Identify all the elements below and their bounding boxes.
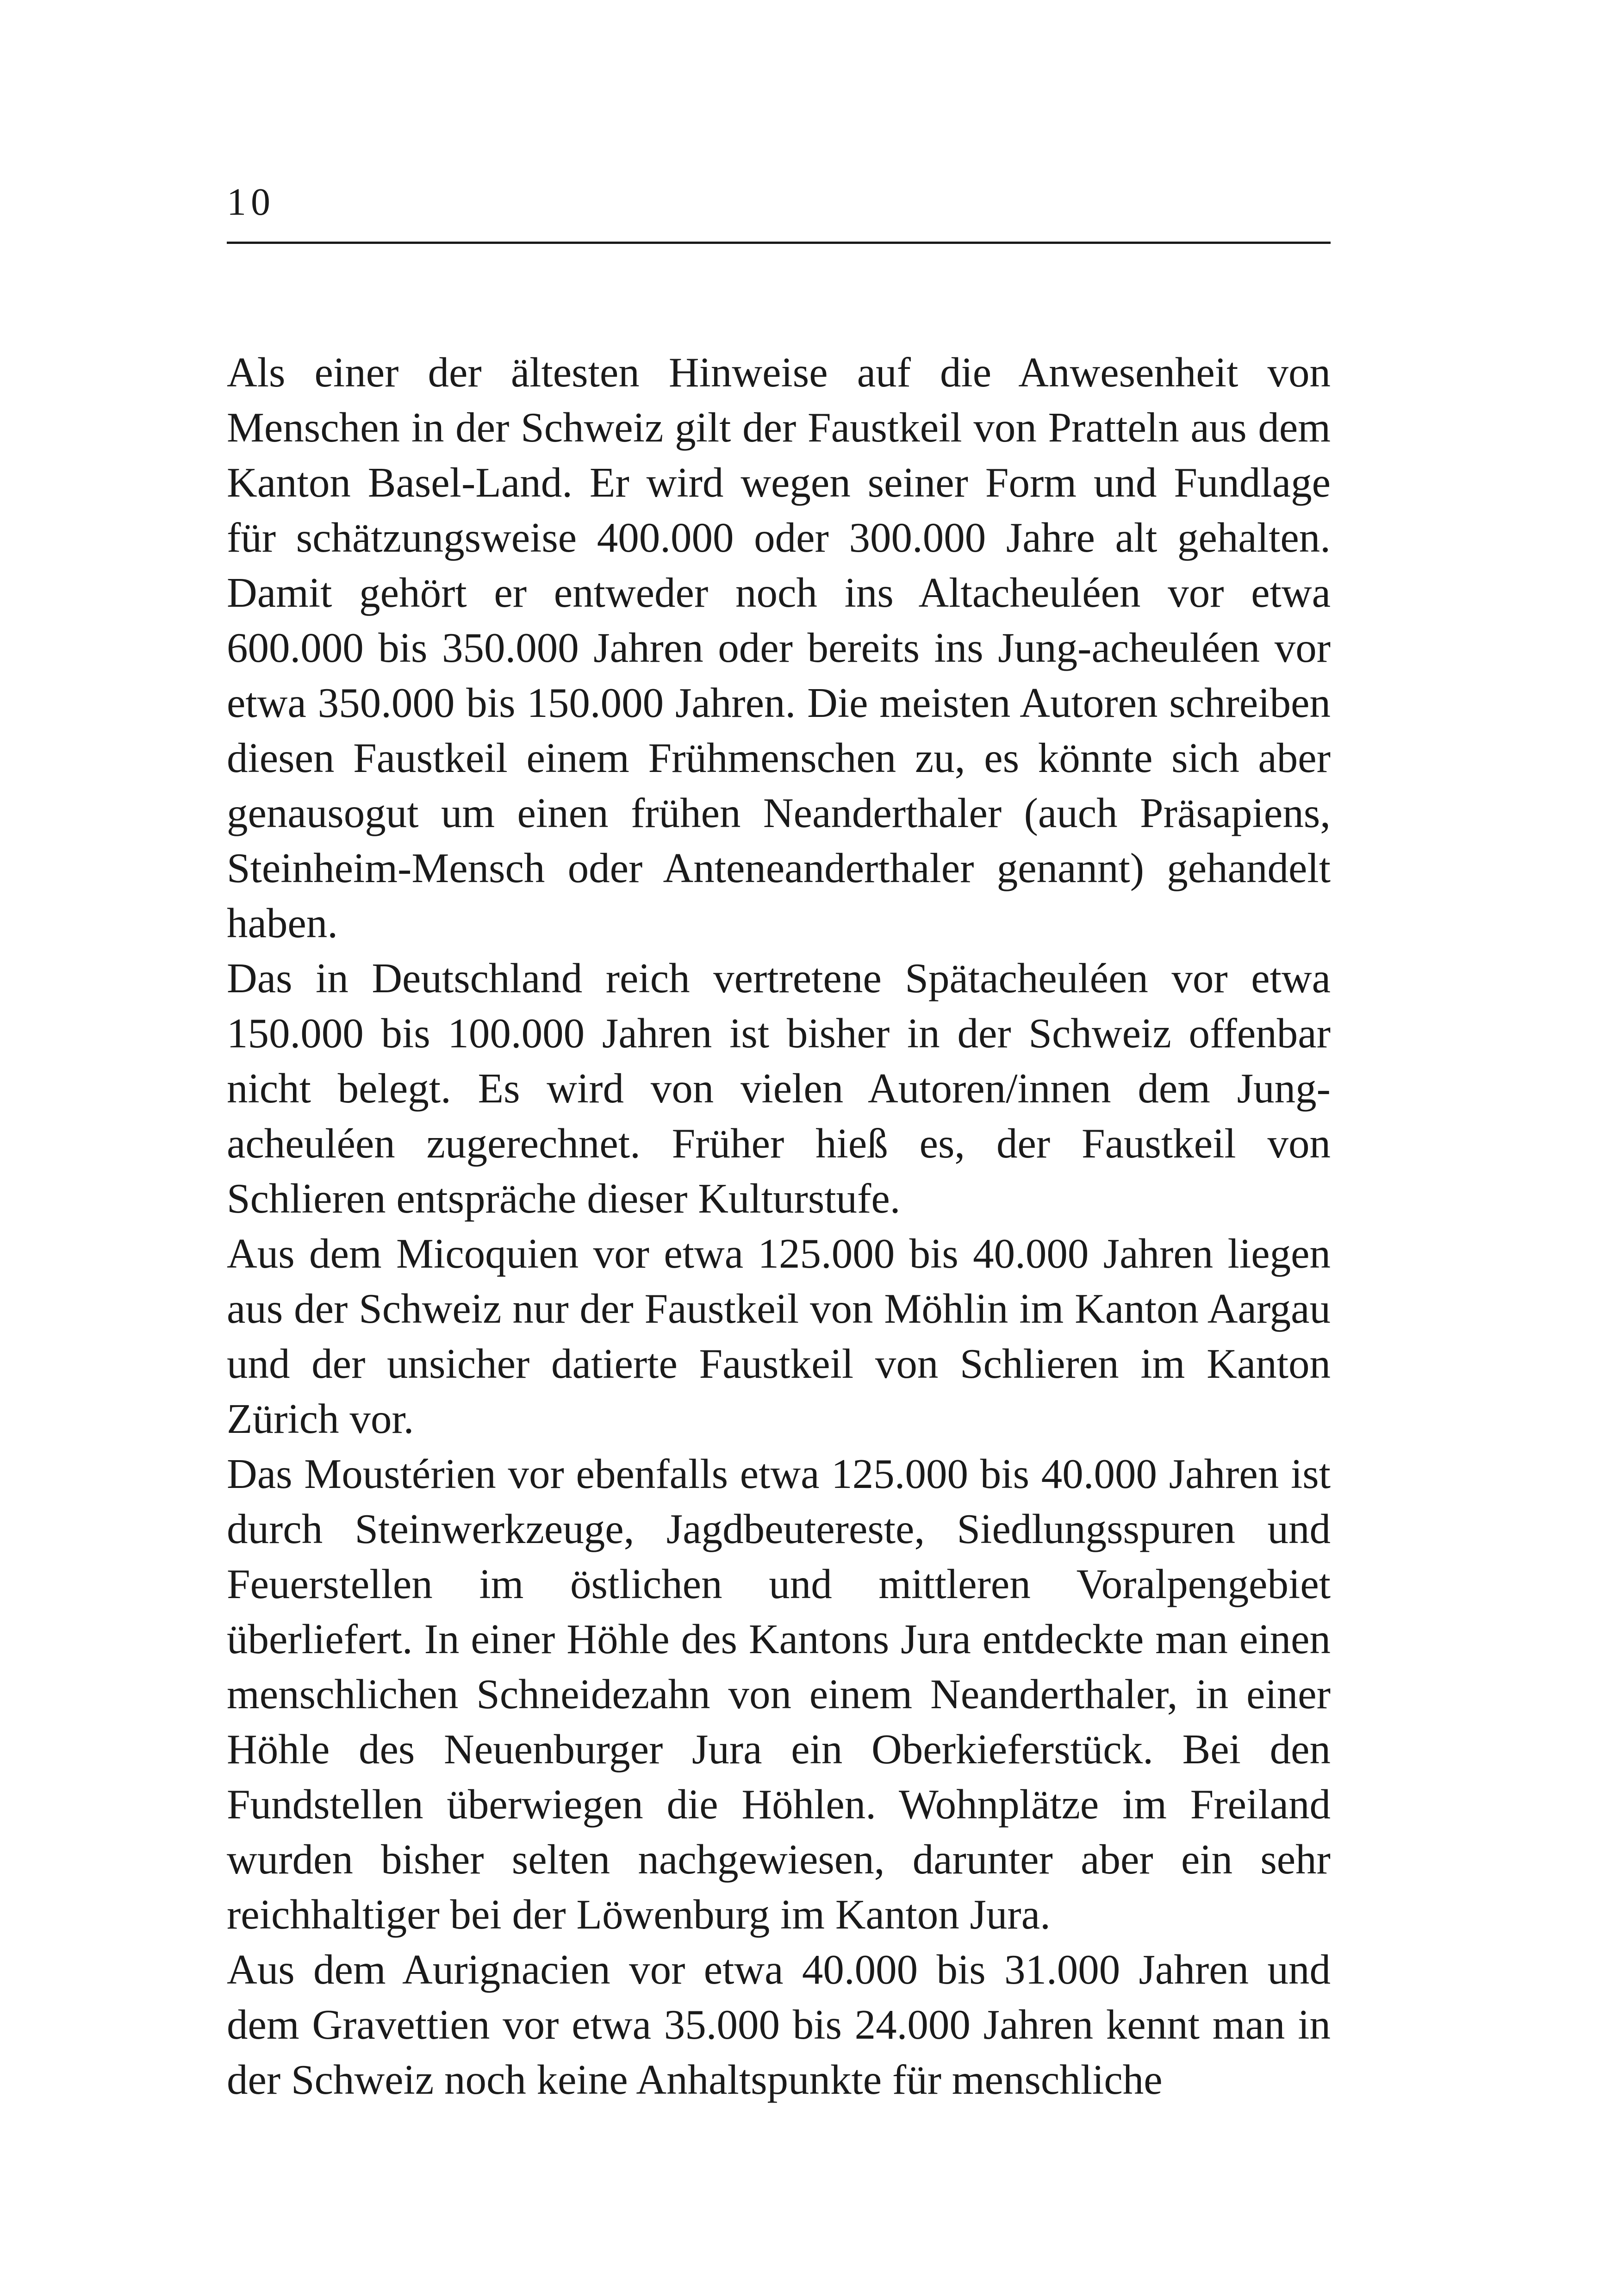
paragraph: Das in Deutschland reich vertretene Spätacheuléen vor etwa 150.000 bis 100.000 Jahren ist bisher in der Schweiz offenbar nicht belegt. Es wird von vielen Autoren/innen dem Jung-acheuléen zugerechnet. Früher hieß es, der Faustkeil von Schlieren entspräche dieser Kulturstufe. [227,955,1331,1222]
paragraph: Das Moustérien vor ebenfalls etwa 125.000 bis 40.000 Jahren ist durch Steinwerkzeuge, Jagdbeutereste, Siedlungsspuren und Feuerstellen im östlichen und mittleren Voralpengebiet überliefert. In einer Höhle des Kantons Jura entdeckte man einen menschlichen Schneidezahn von einem Neanderthaler, in einer Höhle des Neuenburger Jura ein Oberkieferstück. Bei den Fundstellen überwiegen die Höhlen. Wohnplätze im Freiland wurden bisher selten nachgewiesen, darunter aber ein sehr reichhaltiger bei der Löwenburg im Kanton Jura. [227,1450,1331,1938]
header-rule [227,242,1331,244]
paragraph: Als einer der ältesten Hinweise auf die Anwesenheit von Menschen in der Schweiz gilt der Faustkeil von Pratteln aus dem Kanton Basel-Land. Er wird wegen seiner Form und Fundlage für schätzungsweise 400.000 oder 300.000 Jahre alt gehalten. Damit gehört er entweder noch ins Altacheuléen vor etwa 600.000 bis 350.000 Jahren oder bereits ins Jung-acheuléen vor etwa 350.000 bis 150.000 Jahren. Die meisten Autoren schreiben diesen Faustkeil einem Frühmenschen zu, es könnte sich aber genausogut um einen frühen Neanderthaler (auch Präsapiens, Steinheim-Mensch oder Anteneanderthaler genannt) gehandelt haben. [227,349,1331,946]
page-number: 10 [227,180,275,224]
paragraph: Aus dem Aurignacien vor etwa 40.000 bis 31.000 Jahren und dem Gravettien vor etwa 35.000 bis 24.000 Jahren kennt man in der Schweiz noch keine Anhaltspunkte für menschliche [227,1946,1331,2103]
paragraph: Aus dem Micoquien vor etwa 125.000 bis 40.000 Jahren liegen aus der Schweiz nur der Faustkeil von Möhlin im Kanton Aargau und der unsicher datierte Faustkeil von Schlieren im Kanton Zürich vor. [227,1230,1331,1442]
page-header [227,180,1331,224]
body-text [227,345,1331,2107]
